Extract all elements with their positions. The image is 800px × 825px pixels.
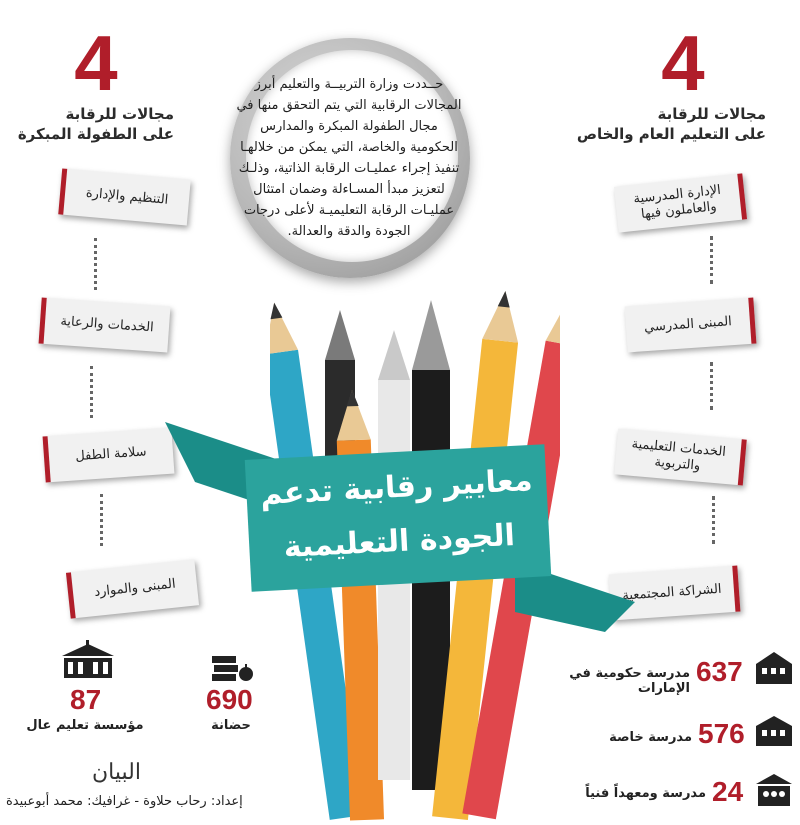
university-icon xyxy=(60,640,116,684)
government-school-icon xyxy=(754,650,794,686)
stat-number-government-schools: 637 xyxy=(696,656,743,687)
banner-title-line1: معايير رقابية تدعم xyxy=(259,462,534,513)
stat-label-nurseries: حضانة xyxy=(211,718,251,733)
connector-dots xyxy=(712,496,719,544)
left-category-line2: على الطفولة المبكرة xyxy=(17,125,174,143)
right-category-line1: مجالات للرقابة xyxy=(657,105,766,123)
left-card-services-care: الخدمات والرعاية xyxy=(39,298,171,353)
right-card-educational-services: الخدمات التعليمية والتربوية xyxy=(614,428,747,485)
left-card-building-resources: المبنى والموارد xyxy=(66,559,199,618)
left-count: 4 xyxy=(74,19,118,107)
connector-dots xyxy=(100,494,107,546)
stat-label-higher-education: مؤسسة تعليم عال xyxy=(26,718,144,733)
stat-number-nurseries: 690 xyxy=(206,684,253,715)
right-card-community-partnership: الشراكة المجتمعية xyxy=(609,566,741,621)
stat-label-private-schools: مدرسة خاصة xyxy=(609,730,692,745)
private-school-icon xyxy=(754,716,794,748)
intro-paragraph: حــددت وزارة التربيــة والتعليم أبرز المجالات الرقابية التي يتم التحقق منها في مجال الطفولة المبكرة والمدارس الحكومية والخاصة، التي يمكن من خلالهـا تنفيذ إجراء عمليـات الرقابة الذاتية، وذلـك لتعزيز مبدأ المسـاءلة وضمان امتثال عمليـات الرقابة التعليميـة لأعلى درجات الجودة والدقة والعدالة. xyxy=(236,77,462,239)
stat-number-higher-education: 87 xyxy=(70,684,102,715)
connector-dots xyxy=(94,238,101,290)
banner-title-line2: الجودة التعليمية xyxy=(282,517,516,565)
connector-dots xyxy=(710,362,717,410)
right-count: 4 xyxy=(661,19,705,107)
albayan-logo: البيان xyxy=(92,760,141,785)
banner-body xyxy=(245,444,551,592)
technical-institute-icon xyxy=(754,772,794,808)
title-banner xyxy=(248,452,548,584)
left-category-line1: مجالات للرقابة xyxy=(65,105,174,123)
right-card-school-administration: الإدارة المدرسية والعاملون فيها xyxy=(614,173,747,232)
left-card-organization-management: التنظيم والإدارة xyxy=(58,168,191,225)
stat-number-technical-schools: 24 xyxy=(712,776,744,807)
right-card-school-building: المبنى المدرسي xyxy=(625,298,757,353)
left-card-child-safety: سلامة الطفل xyxy=(43,428,175,483)
stat-number-private-schools: 576 xyxy=(698,718,745,749)
credits: إعداد: رحاب حلاوة - غرافيك: محمد أبوعبيدة xyxy=(6,794,243,809)
right-category-line2: على التعليم العام والخاص xyxy=(576,125,766,143)
connector-dots xyxy=(710,236,717,284)
nursery-icon xyxy=(210,646,254,684)
stat-label-technical-schools: مدرسة ومعهداً فنياً xyxy=(585,786,706,801)
connector-dots xyxy=(90,366,97,418)
stat-label-government-schools: مدرسة حكومية في الإمارات xyxy=(569,666,690,696)
